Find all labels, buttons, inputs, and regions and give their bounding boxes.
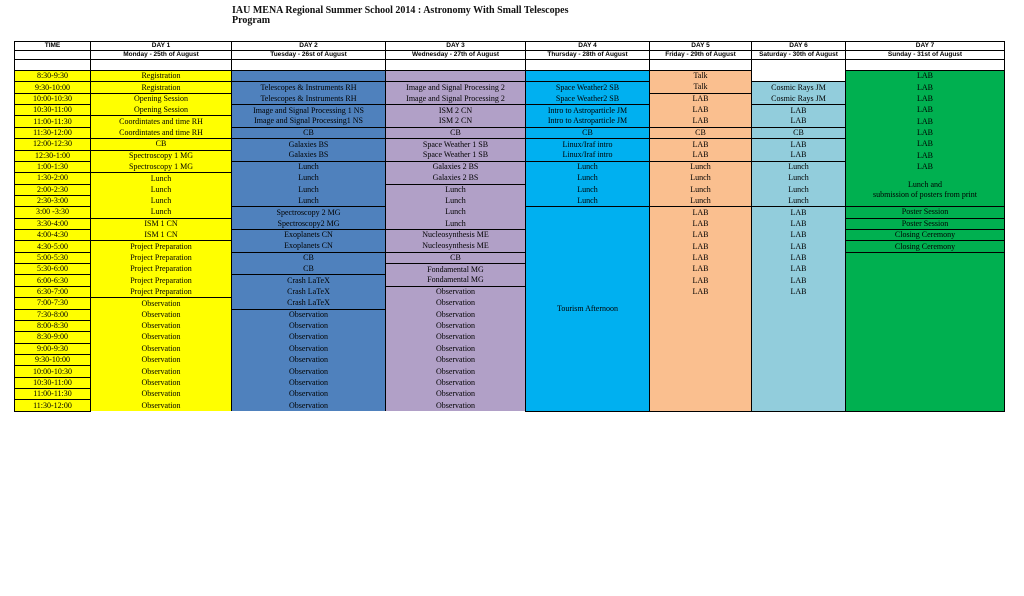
time-slot: 9:30-10:00 (15, 82, 91, 93)
day3-session: CB (386, 252, 526, 263)
time-slot: 5:30-6:00 (15, 264, 91, 275)
day-header-4: DAY 4 (526, 42, 650, 51)
day5-session: LAB (650, 105, 752, 116)
day5-session: LAB (650, 150, 752, 161)
day1-session: Registration (91, 71, 232, 82)
day6-session: Cosmic Rays JM (752, 82, 846, 93)
schedule-row (15, 93, 1005, 104)
day5-empty (650, 298, 752, 412)
day6-session: Cosmic Rays JM (752, 93, 846, 104)
day1-session: Coordintates and time RH (91, 127, 232, 138)
day4-session: Linux/Iraf intro (526, 139, 650, 150)
schedule-row (15, 173, 1005, 184)
day4-session: Space Weather2 SB (526, 93, 650, 104)
day7-session: LAB (846, 105, 1005, 116)
day4-session: Lunch (526, 161, 650, 172)
title-line-2: Program (232, 15, 271, 26)
day3-session: Observation (386, 320, 526, 331)
day3-session: Observation (386, 286, 526, 297)
day7-session: LAB (846, 139, 1005, 150)
day7-session: LAB (846, 82, 1005, 93)
day7-lunch-line2: submission of posters from print (873, 189, 977, 199)
day2-session: Observation (232, 332, 386, 343)
time-slot: 11:00-11:30 (15, 389, 91, 400)
day6-session: LAB (752, 264, 846, 275)
day6-empty (752, 71, 846, 82)
day5-session: Lunch (650, 184, 752, 195)
day1-session: Project Preparation (91, 241, 232, 252)
day7-lunch-and-posters (846, 173, 1005, 207)
day3-session: Observation (386, 400, 526, 411)
day4-session (526, 71, 650, 82)
day7-session: LAB (846, 161, 1005, 172)
day-date-3: Wednesday - 27th of August (386, 51, 526, 60)
day5-session: LAB (650, 218, 752, 229)
day3-session: Lunch (386, 207, 526, 218)
day4-session: Lunch (526, 184, 650, 195)
day6-session: Lunch (752, 173, 846, 184)
day-header-7: DAY 7 (846, 42, 1005, 51)
time-header-blank (15, 51, 91, 60)
day2-session: Image and Signal Processing 1 NS (232, 105, 386, 116)
day5-session: Lunch (650, 173, 752, 184)
day3-session: Lunch (386, 218, 526, 229)
day1-session: Project Preparation (91, 264, 232, 275)
time-slot: 9:00-9:30 (15, 343, 91, 354)
day1-session: Observation (91, 320, 232, 331)
day1-session: Observation (91, 400, 232, 411)
day2-session: Lunch (232, 195, 386, 206)
schedule-table (14, 41, 1005, 412)
day5-session: LAB (650, 139, 752, 150)
day5-session: LAB (650, 241, 752, 252)
day4-session: CB (526, 127, 650, 138)
day6-session: LAB (752, 230, 846, 241)
time-slot: 4:00-4:30 (15, 230, 91, 241)
day2-session: Galaxies BS (232, 150, 386, 161)
day2-session: Spectroscopy 2 MG (232, 207, 386, 218)
day-header-1: DAY 1 (91, 42, 232, 51)
day1-session: Observation (91, 354, 232, 365)
day3-session: Observation (386, 377, 526, 388)
time-slot: 10:30-11:00 (15, 105, 91, 116)
day3-session: Galaxies 2 BS (386, 161, 526, 172)
day2-session: Observation (232, 389, 386, 400)
spacer-cell (91, 60, 232, 71)
day5-session: LAB (650, 93, 752, 104)
day3-session: Observation (386, 343, 526, 354)
day4-session: Lunch (526, 173, 650, 184)
day2-session: Observation (232, 366, 386, 377)
day1-session: Observation (91, 298, 232, 309)
day2-session: Spectroscopy2 MG (232, 218, 386, 229)
day3-session: Observation (386, 332, 526, 343)
time-column-header: TIME (15, 42, 91, 51)
day6-session: LAB (752, 252, 846, 263)
schedule-row (15, 230, 1005, 241)
schedule-row (15, 161, 1005, 172)
day2-session: Crash LaTeX (232, 298, 386, 309)
day5-session: Talk (650, 71, 752, 82)
day5-session: LAB (650, 230, 752, 241)
time-slot: 10:00-10:30 (15, 93, 91, 104)
day6-empty (752, 298, 846, 412)
day1-session: Lunch (91, 195, 232, 206)
time-slot: 3:30-4:00 (15, 218, 91, 229)
day5-session: LAB (650, 264, 752, 275)
day-date-2: Tuesday - 26st of August (232, 51, 386, 60)
spacer-cell (386, 60, 526, 71)
day1-session: Coordintates and time RH (91, 116, 232, 127)
time-slot: 6:00-6:30 (15, 275, 91, 286)
schedule-row (15, 71, 1005, 82)
time-slot: 9:30-10:00 (15, 354, 91, 365)
time-slot: 3:00 -3:30 (15, 207, 91, 218)
day7-lunch-line1: Lunch and (908, 179, 942, 189)
day1-session: Observation (91, 366, 232, 377)
day2-session: Telescopes & Instruments RH (232, 82, 386, 93)
day3-session: Observation (386, 366, 526, 377)
day2-session: Observation (232, 343, 386, 354)
time-slot: 11:30-12:00 (15, 400, 91, 411)
day3-session: ISM 2 CN (386, 116, 526, 127)
day2-session: Galaxies BS (232, 139, 386, 150)
day5-session: LAB (650, 286, 752, 297)
day2-session: Exoplanets CN (232, 230, 386, 241)
day-header-5: DAY 5 (650, 42, 752, 51)
day3-session: Observation (386, 298, 526, 309)
day1-session: Lunch (91, 173, 232, 184)
day3-session: Nucleosynthesis ME (386, 241, 526, 252)
time-slot: 11:30-12:00 (15, 127, 91, 138)
day3-session: Image and Signal Processing 2 (386, 93, 526, 104)
day2-session: CB (232, 264, 386, 275)
schedule-row (15, 218, 1005, 229)
day7-session: LAB (846, 71, 1005, 82)
day3-session: Fondamental MG (386, 275, 526, 286)
schedule-row (15, 82, 1005, 93)
day7-session: Poster Session (846, 218, 1005, 229)
day2-session: Observation (232, 320, 386, 331)
day7-session: LAB (846, 127, 1005, 138)
time-slot: 1:30-2:00 (15, 173, 91, 184)
schedule-row (15, 207, 1005, 218)
day2-session: Lunch (232, 161, 386, 172)
time-slot: 8:00-8:30 (15, 320, 91, 331)
day6-session: LAB (752, 241, 846, 252)
day1-session: Opening Session (91, 105, 232, 116)
day7-empty (846, 252, 1005, 411)
day6-session: LAB (752, 150, 846, 161)
spacer-cell (846, 60, 1005, 71)
day3-session: CB (386, 127, 526, 138)
day1-session: Observation (91, 309, 232, 320)
day5-session: LAB (650, 207, 752, 218)
day6-session: Lunch (752, 161, 846, 172)
day7-session: Closing Ceremony (846, 241, 1005, 252)
day1-session: Project Preparation (91, 275, 232, 286)
day2-session: Observation (232, 400, 386, 411)
schedule-row (15, 105, 1005, 116)
day2-session: Observation (232, 377, 386, 388)
day-date-4: Thursday - 28th of August (526, 51, 650, 60)
schedule-row (15, 150, 1005, 161)
day-date-5: Friday - 29th of August (650, 51, 752, 60)
day3-session: Image and Signal Processing 2 (386, 82, 526, 93)
day3-session: Galaxies 2 BS (386, 173, 526, 184)
day7-session: LAB (846, 150, 1005, 161)
time-slot: 7:00-7:30 (15, 298, 91, 309)
day6-session: LAB (752, 275, 846, 286)
day5-session: Talk (650, 82, 752, 93)
day7-session: Poster Session (846, 207, 1005, 218)
day3-session: Nucleosynthesis ME (386, 230, 526, 241)
day1-session: Registration (91, 82, 232, 93)
day1-session: Opening Session (91, 93, 232, 104)
day2-session: Observation (232, 354, 386, 365)
day2-session: CB (232, 252, 386, 263)
schedule-row (15, 127, 1005, 138)
day1-session: Project Preparation (91, 286, 232, 297)
schedule-row (15, 241, 1005, 252)
day1-session: CB (91, 139, 232, 150)
title-line-1: IAU MENA Regional Summer School 2014 : Astronomy With Small Telescopes (232, 5, 569, 16)
day2-session (232, 71, 386, 82)
document-title (232, 6, 569, 26)
spacer-cell (15, 60, 91, 71)
day5-session: Lunch (650, 161, 752, 172)
day3-session (386, 71, 526, 82)
day5-session: LAB (650, 252, 752, 263)
day6-session: LAB (752, 105, 846, 116)
time-slot: 4:30-5:00 (15, 241, 91, 252)
day7-session: LAB (846, 116, 1005, 127)
time-slot: 12:30-1:00 (15, 150, 91, 161)
day-date-6: Saturday - 30th of August (752, 51, 846, 60)
day2-session: Observation (232, 309, 386, 320)
day4-session: Linux/Iraf intro (526, 150, 650, 161)
day6-session: LAB (752, 116, 846, 127)
day6-session: CB (752, 127, 846, 138)
day5-session: LAB (650, 116, 752, 127)
day3-session: Observation (386, 389, 526, 400)
time-slot: 5:00-5:30 (15, 252, 91, 263)
day-header-2: DAY 2 (232, 42, 386, 51)
day-date-1: Monday - 25th of August (91, 51, 232, 60)
schedule-row (15, 252, 1005, 263)
day6-session: Lunch (752, 184, 846, 195)
day3-session: ISM 2 CN (386, 105, 526, 116)
day-header-6: DAY 6 (752, 42, 846, 51)
schedule-row (15, 116, 1005, 127)
day1-session: ISM 1 CN (91, 230, 232, 241)
time-slot: 6:30-7:00 (15, 286, 91, 297)
day3-session: Fondamental MG (386, 264, 526, 275)
time-slot: 12:00-12:30 (15, 139, 91, 150)
spacer-cell (650, 60, 752, 71)
day6-session: Lunch (752, 195, 846, 206)
day6-session: LAB (752, 207, 846, 218)
day3-session: Lunch (386, 184, 526, 195)
day2-session: Image and Signal Processing1 NS (232, 116, 386, 127)
day6-session: LAB (752, 286, 846, 297)
spacer-cell (752, 60, 846, 71)
day-date-7: Sunday - 31st of August (846, 51, 1005, 60)
time-slot: 10:00-10:30 (15, 366, 91, 377)
day1-session: Observation (91, 377, 232, 388)
day2-session: Crash LaTeX (232, 275, 386, 286)
day6-session: LAB (752, 139, 846, 150)
spacer-cell (526, 60, 650, 71)
day2-session: Telescopes & Instruments RH (232, 93, 386, 104)
day4-session: Space Weather2 SB (526, 82, 650, 93)
schedule-row (15, 139, 1005, 150)
day3-session: Observation (386, 354, 526, 365)
day2-session: Crash LaTeX (232, 286, 386, 297)
day5-session: LAB (650, 275, 752, 286)
day2-session: Exoplanets CN (232, 241, 386, 252)
time-slot: 8:30-9:00 (15, 332, 91, 343)
day3-session: Space Weather 1 SB (386, 150, 526, 161)
day5-session: Lunch (650, 195, 752, 206)
day4-tourism-afternoon: Tourism Afternoon (526, 207, 650, 411)
spacer-cell (232, 60, 386, 71)
day1-session: Lunch (91, 207, 232, 218)
day1-session: ISM 1 CN (91, 218, 232, 229)
day2-session: Lunch (232, 173, 386, 184)
day-header-3: DAY 3 (386, 42, 526, 51)
day2-session: CB (232, 127, 386, 138)
day2-session: Lunch (232, 184, 386, 195)
time-slot: 1:00-1:30 (15, 161, 91, 172)
day1-session: Spectroscopy 1 MG (91, 161, 232, 172)
day4-session: Lunch (526, 195, 650, 206)
day3-session: Observation (386, 309, 526, 320)
day1-session: Spectroscopy 1 MG (91, 150, 232, 161)
time-slot: 2:00-2:30 (15, 184, 91, 195)
time-slot: 11:00-11:30 (15, 116, 91, 127)
day1-session: Observation (91, 343, 232, 354)
day1-session: Lunch (91, 184, 232, 195)
day3-session: Space Weather 1 SB (386, 139, 526, 150)
day1-session: Project Preparation (91, 252, 232, 263)
day6-session: LAB (752, 218, 846, 229)
day3-session: Lunch (386, 195, 526, 206)
day7-session: Closing Ceremony (846, 230, 1005, 241)
day1-session: Observation (91, 332, 232, 343)
day1-session: Observation (91, 389, 232, 400)
day5-session: CB (650, 127, 752, 138)
day4-session: Intro to Astroparticle JM (526, 116, 650, 127)
day7-session: LAB (846, 93, 1005, 104)
time-slot: 10:30-11:00 (15, 377, 91, 388)
day4-session: Intro to Astroparticle JM (526, 105, 650, 116)
time-slot: 7:30-8:00 (15, 309, 91, 320)
time-slot: 8:30-9:30 (15, 71, 91, 82)
time-slot: 2:30-3:00 (15, 195, 91, 206)
